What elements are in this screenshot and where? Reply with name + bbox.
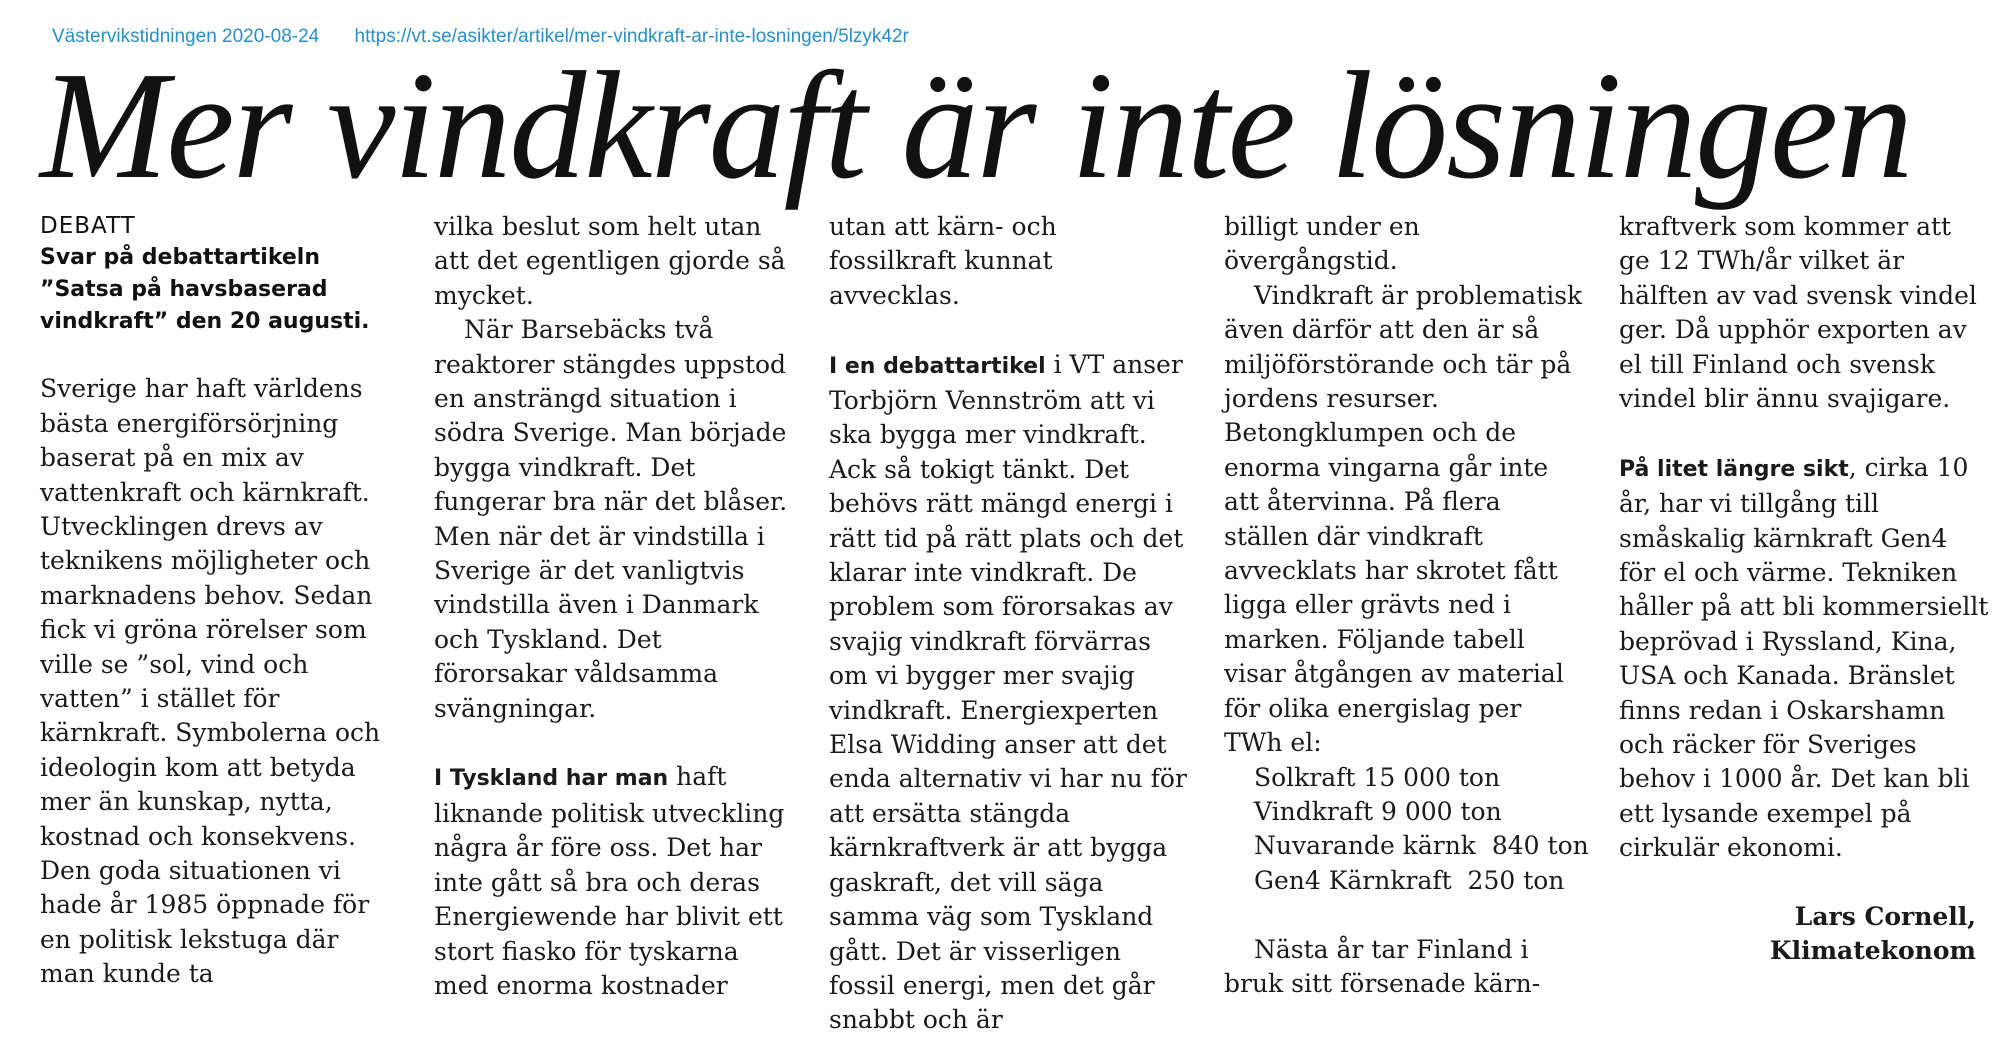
paragraph-text: i VT anser Torbjörn Vennström att vi ska bygga mer vindkraft. Ack så tokigt tänkt. Det behövs rätt mängd energi i rätt tid på rätt plats och det klarar inte vindkraft. De problem som förorsakas av svajig vindkraft förvärras om vi bygger mer svajig vindkraft. Energiexperten Elsa Widding anser att det enda alternativ vi har nu för att ersätta stängda kärnkraftverk är att bygga gaskraft, det vill säga samma väg som Tyskland gått. Det är visserligen fossil energi, men det går snabbt och är [829, 349, 1187, 1035]
author-title: Klimatekonom [1769, 936, 1976, 965]
paragraph [434, 760, 794, 1003]
lead-line-3: vindkraft” den 20 augusti. [40, 309, 370, 334]
paragraph-text: haft liknande politisk utveckling några år före oss. Det har inte gått så bra och deras Energiewende har blivit ett stort fiasko för tyskarna med enorma kostnader [434, 762, 785, 1000]
kicker: I Tyskland har man [434, 766, 669, 792]
lead-line-2: ”Satsa på havsbaserad [40, 277, 328, 302]
section-label: DEBATT [40, 213, 136, 239]
signature [1770, 900, 1976, 968]
paragraph: billigt under en övergångstid. [1224, 212, 1420, 276]
paragraph: utan att kärn- och fossilkraft kunnat avvecklas. [829, 212, 1057, 310]
paragraph [829, 348, 1189, 1038]
column-4 [1224, 210, 1589, 1001]
paragraph: Sverige har haft världens bästa energiförsörjning baserat på en mix av vattenkraft och kärnkraft. Utvecklingen drevs av teknikens möjligheter och marknadens behov. Sedan fick vi gröna rörelser som ville se ”sol, vind och vatten” i stället för kärnkraft. Symbolerna och ideologin kom att betyda mer än kunskap, nytta, kostnad och konsekvens. Den goda situationen vi hade år 1985 öppnade för en politisk lekstuga där man kunde ta [40, 374, 381, 989]
kicker: På litet längre sikt [1619, 456, 1849, 482]
lead-text [40, 242, 400, 338]
author-name: Lars Cornell, [1794, 902, 1976, 931]
paragraph-text: , cirka 10 år, har vi tillgång till småskalig kärnkraft Gen4 för el och värme. Tekniken håller på att bli kommersiellt beprövad i Ryssland, Kina, USA och Kanada. Bränslet finns redan i Oskarshamn och räcker för Sveriges behov i 1000 år. Det kan bli ett lysande exempel på cirkulär ekonomi. [1619, 452, 1989, 863]
table-row: Nuvarande kärnk 840 ton [1254, 831, 1589, 861]
kicker: I en debattartikel [829, 353, 1046, 379]
paragraph: vilka beslut som helt utan att det egentligen gjorde så mycket. [434, 212, 786, 310]
headline: Mer vindkraft är inte lösningen [40, 41, 1912, 211]
column-1 [40, 210, 400, 992]
table-row: Vindkraft 9 000 ton [1254, 796, 1502, 826]
column-2 [434, 210, 794, 1003]
material-table [1224, 761, 1589, 899]
publication-date: Västervikstidningen 2020-08-24 [52, 26, 320, 47]
table-row: Solkraft 15 000 ton [1254, 762, 1501, 792]
lead-line-1: Svar på debattartikeln [40, 245, 321, 270]
article-url[interactable]: https://vt.se/asikter/artikel/mer-vindkraft-ar-inte-losningen/5lzyk42r [354, 26, 909, 47]
paragraph: Vindkraft är problematisk även därför att den är så miljöförstörande och tär på jordens resurser. Betongklumpen och de enorma vingarna går inte att återvinna. På flera ställen där vindkraft avvecklats har skrotet fått ligga eller grävts ned i marken. Följande tabell visar åtgången av material för olika energislag per TWh el: [1224, 280, 1583, 758]
paragraph: kraftverk som kommer att ge 12 TWh/år vilket är hälften av vad svensk vindel ger. Då upphör exporten av el till Finland och svensk vindel blir ännu svajigare. [1619, 212, 1977, 414]
paragraph: När Barsebäcks två reaktorer stängdes uppstod en ansträngd situation i södra Sverige. Man började bygga vindkraft. Det fungerar bra när det blåser. Men när det är vindstilla i Sverige är det vanligtvis vindstilla även i Danmark och Tyskland. Det förorsakar våldsamma svängningar. [434, 315, 788, 723]
column-3 [829, 210, 1189, 1038]
paragraph [1619, 451, 1989, 866]
column-5 [1619, 210, 1989, 866]
table-row: Gen4 Kärnkraft 250 ton [1254, 865, 1565, 895]
paragraph: Nästa år tar Finland i bruk sitt försenade kärn- [1224, 934, 1541, 998]
